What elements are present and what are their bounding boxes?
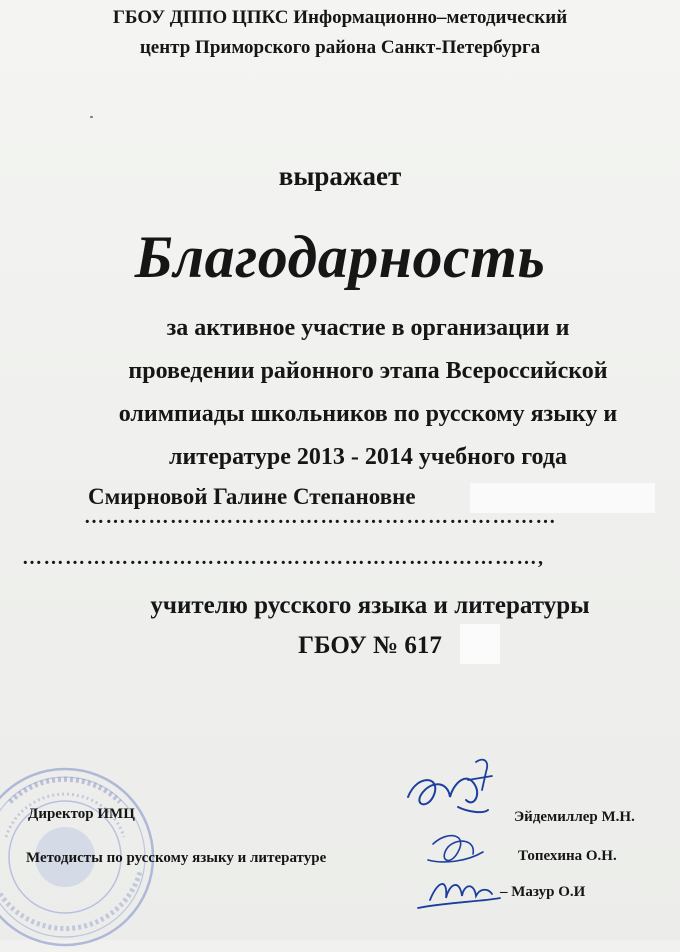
signature-name-methodist-1: Топехина О.Н. bbox=[518, 848, 617, 864]
dotted-line-2: ………………………………………………………………, bbox=[22, 548, 545, 568]
body-line-4: литературе 2013 - 2014 учебного года bbox=[169, 444, 567, 470]
paper-speck bbox=[90, 116, 93, 118]
header-line-1: ГБОУ ДППО ЦПКС Информационно–методический bbox=[112, 7, 568, 28]
body-line-2: проведении районного этапа Всероссийской bbox=[128, 358, 608, 384]
expresses-text: выражает bbox=[278, 161, 402, 191]
recipient-name: Смирновой Галине Степановне bbox=[88, 484, 416, 509]
signature-role-director: Директор ИМЦ bbox=[28, 806, 135, 822]
certificate-title: Благодарность bbox=[134, 224, 546, 290]
header-line-2: центр Приморского района Санкт-Петербурга bbox=[139, 37, 541, 58]
signature-name-director: Эйдемиллер М.Н. bbox=[514, 809, 635, 825]
signature-name-methodist-2: – Мазур О.И bbox=[500, 884, 586, 900]
recipient-school: ГБОУ № 617 bbox=[298, 632, 442, 659]
recipient-position: учителю русского языка и литературы bbox=[150, 592, 590, 619]
body-line-1: за активное участие в организации и bbox=[166, 315, 570, 341]
signature-role-methodists: Методисты по русскому языку и литературе bbox=[26, 850, 327, 866]
dotted-line-1: ………………………………………………………… bbox=[84, 507, 557, 527]
body-line-3: олимпиады школьников по русскому языку и bbox=[118, 401, 618, 427]
